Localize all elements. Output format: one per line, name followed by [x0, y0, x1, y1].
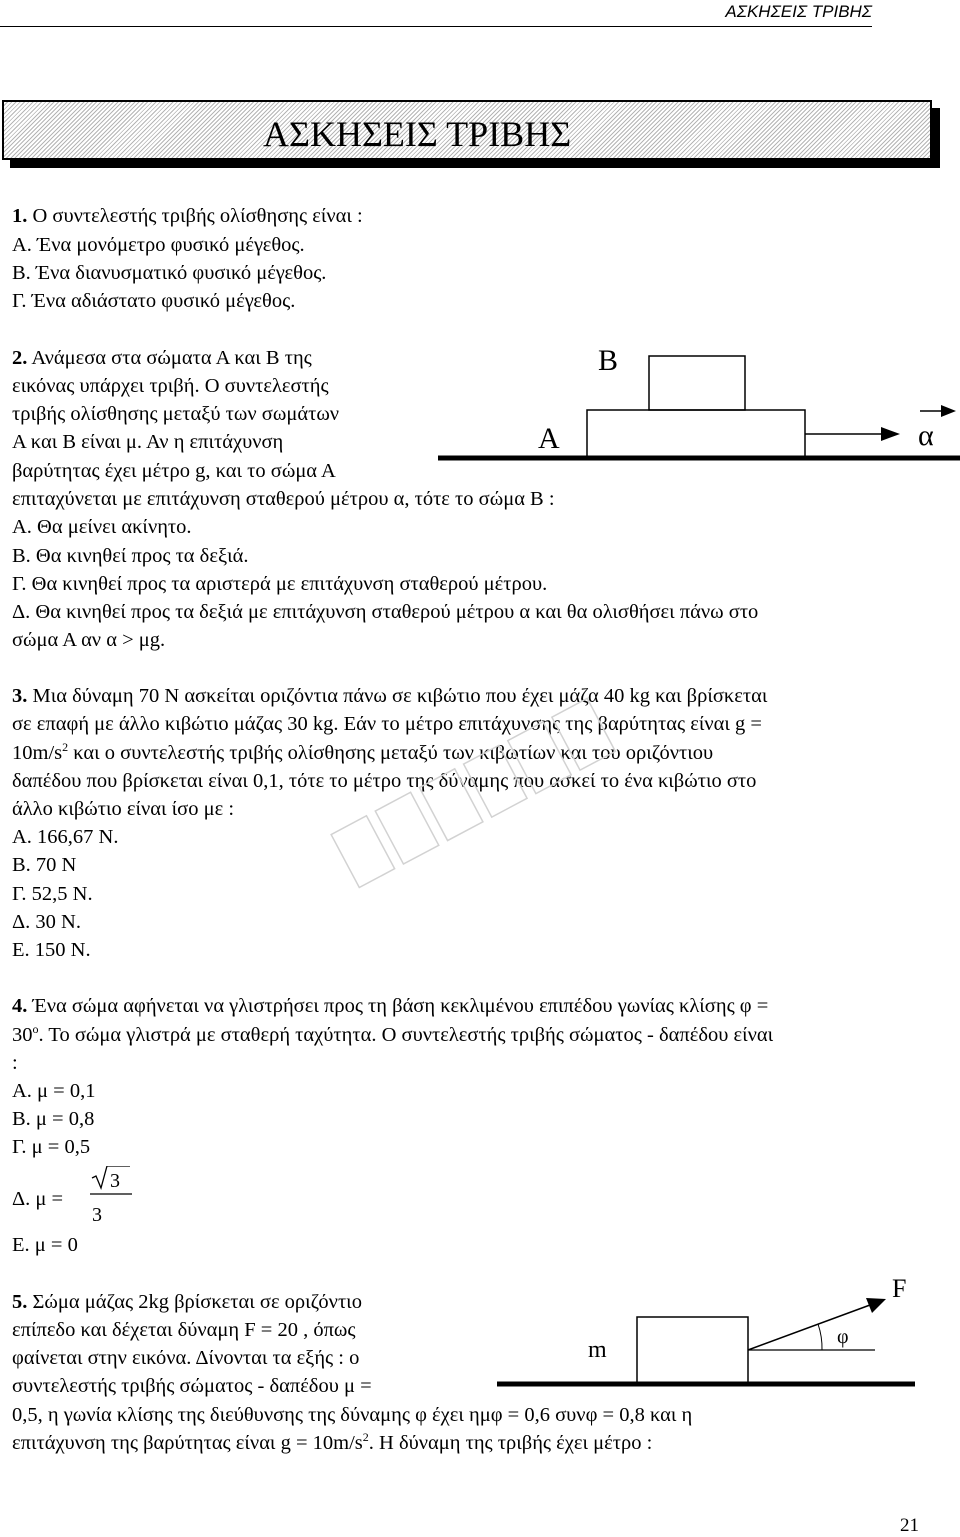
q3-line-5: άλλο κιβώτιο είναι ίσο με :: [12, 798, 235, 820]
q2-option-a: Α. Θα μείνει ακίνητο.: [12, 516, 192, 538]
block-m: [637, 1317, 748, 1384]
label-accel: α: [918, 419, 934, 452]
q5-line-1-text: Σώμα μάζας 2kg βρίσκεται σε οριζόντιο: [27, 1291, 362, 1313]
label-f: F: [892, 1274, 907, 1303]
q3-line-3-text: και ο συντελεστής τριβής ολίσθησης μεταξύ των κιβωτίων και του οριζόντιου: [68, 742, 714, 764]
q3-line-4: δαπέδου που βρίσκεται είναι 0,1, τότε το μέτρο της δύναμης που ασκεί το ένα κιβώτιο στο: [12, 770, 757, 792]
q5-line-5: 0,5, η γωνία κλίσης της διεύθυνσης της δύναμης φ έχει ημφ = 0,6 συνφ = 0,8 και η: [12, 1404, 693, 1426]
q2-option-c: Γ. Θα κινηθεί προς τα αριστερά με επιτάχυνση σταθερού μέτρου.: [12, 573, 548, 595]
q5-line-6-text: επιτάχυνση της βαρύτητας είναι g = 10m/s: [12, 1432, 363, 1454]
q2-option-d: Δ. Θα κινηθεί προς τα δεξιά με επιτάχυνση σταθερού μέτρου α και θα ολισθήσει πάνω στο: [12, 601, 759, 623]
q3-option-d: Δ. 30 Ν.: [12, 911, 81, 933]
q4-option-e: Ε. μ = 0: [12, 1234, 78, 1256]
fraction-denominator: 3: [92, 1204, 102, 1226]
label-m: m: [588, 1337, 607, 1363]
q1-option-b: Β. Ένα διανυσματικό φυσικό μέγεθος.: [12, 262, 327, 284]
fraction-numerator: 3: [110, 1170, 120, 1192]
q3-accel-exponent: 2: [62, 740, 69, 754]
q4-option-b: Β. μ = 0,8: [12, 1108, 95, 1130]
q4-option-c: Γ. μ = 0,5: [12, 1136, 91, 1158]
q1-option-c: Γ. Ένα αδιάστατο φυσικό μέγεθος.: [12, 290, 296, 312]
q2-option-b: Β. Θα κινηθεί προς τα δεξιά.: [12, 545, 249, 567]
q1-number: 1.: [12, 205, 28, 227]
q5-line-4: συντελεστής τριβής σώματος - δαπέδου μ =: [12, 1375, 372, 1397]
q4-angle-value: 30: [12, 1024, 33, 1046]
q4-option-d: Δ. μ =: [12, 1188, 64, 1210]
page-number: 21: [900, 1515, 919, 1536]
q3-accel-value: 10m/s: [12, 742, 63, 764]
q4-option-a: Α. μ = 0,1: [12, 1080, 96, 1102]
q4-line-1-text: Ένα σώμα αφήνεται να γλιστρήσει προς τη βάση κεκλιμένου επιπέδου γωνίας κλίσης φ =: [27, 995, 769, 1017]
q3-option-b: Β. 70 Ν: [12, 854, 77, 876]
q2-line-1-text: Ανάμεσα στα σώματα Α και Β της: [27, 347, 312, 369]
angle-arc: [818, 1324, 822, 1350]
q3-line-1-text: Μια δύναμη 70 Ν ασκείται οριζόντια πάνω σε κιβώτιο που έχει μάζα 40 kg και βρίσκεται: [27, 685, 768, 707]
q5-line-2: επίπεδο και δέχεται δύναμη F = 20 , όπως: [12, 1319, 356, 1341]
q1-option-a: Α. Ένα μονόμετρο φυσικό μέγεθος.: [12, 234, 305, 256]
q4-number: 4.: [12, 995, 28, 1017]
q5-number: 5.: [12, 1291, 28, 1313]
force-f-arrow-shaft: [748, 1305, 870, 1350]
q5-line-3: φαίνεται στην εικόνα. Δίνονται τα εξής : ο: [12, 1347, 360, 1369]
q4-line-2-text: . Το σώμα γλιστρά με σταθερή ταχύτητα. Ο συντελεστής τριβής σώματος - δαπέδου είναι: [38, 1024, 774, 1046]
q3-number: 3.: [12, 685, 28, 707]
q5-exponent: 2: [362, 1430, 369, 1444]
force-f-arrow-head: [866, 1298, 886, 1313]
q3-option-c: Γ. 52,5 Ν.: [12, 883, 93, 905]
label-phi: φ: [837, 1326, 849, 1348]
page-title: ΑΣΚΗΣΕΙΣ ΤΡΙΒΗΣ: [263, 114, 572, 154]
q4-degree-sign: ο: [32, 1022, 39, 1036]
q2-number: 2.: [12, 347, 28, 369]
q2-option-d-cont: σώμα Α αν α > μg.: [12, 629, 166, 651]
q3-line-2: σε επαφή με άλλο κιβώτιο μάζας 30 kg. Εάν το μέτρο επιτάχυνσης της βαρύτητας είναι g =: [12, 713, 762, 735]
label-b: Β: [598, 344, 619, 377]
q2-line-5: βαρύτητας έχει μέτρο g, και το σώμα Α: [12, 460, 336, 482]
q5-line-6-tail: . Η δύναμη της τριβής έχει μέτρο :: [368, 1432, 653, 1454]
q2-line-3: τριβής ολίσθησης μεταξύ των σωμάτων: [12, 403, 340, 425]
q3-option-a: Α. 166,67 Ν.: [12, 826, 119, 848]
q1-stem-text: Ο συντελεστής τριβής ολίσθησης είναι :: [27, 205, 363, 227]
q2-line-2: εικόνας υπάρχει τριβή. Ο συντελεστής: [12, 375, 329, 397]
q2-line-4: Α και Β είναι μ. Αν η επιτάχυνση: [12, 431, 284, 453]
q3-option-e: Ε. 150 Ν.: [12, 939, 91, 961]
q2-line-6: επιταχύνεται με επιτάχυνση σταθερού μέτρου α, τότε το σώμα Β :: [12, 488, 555, 510]
q4-line-3: :: [12, 1052, 18, 1074]
running-header: ΑΣΚΗΣΕΙΣ ΤΡΙΒΗΣ: [725, 2, 872, 21]
label-a: Α: [538, 422, 560, 455]
